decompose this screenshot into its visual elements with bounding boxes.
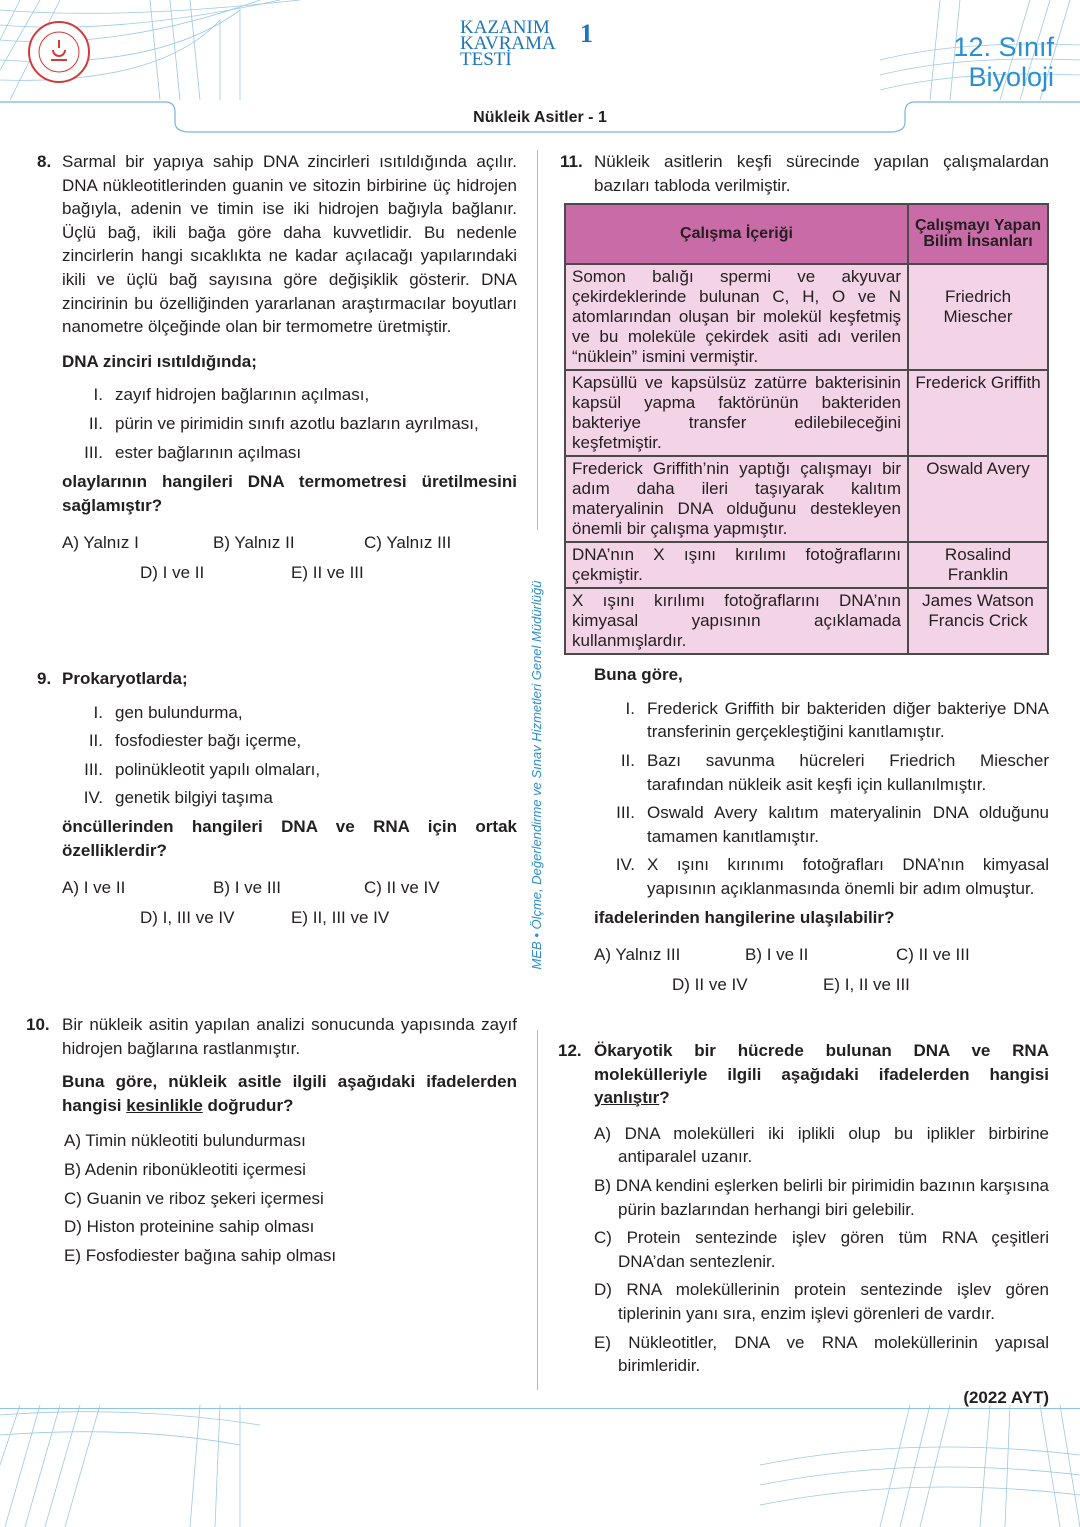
test-number: 1: [580, 19, 593, 48]
option-b[interactable]: B) I ve II: [745, 945, 809, 965]
option-d[interactable]: D) I ve II: [140, 562, 205, 582]
question-9: [37, 667, 517, 929]
logo-line-1: KAZANIM: [460, 17, 550, 38]
option-a[interactable]: A) Yalnız I: [62, 533, 139, 553]
question-source: (2022 AYT): [963, 1387, 1049, 1407]
table-cell: DNA’nın X ışını kırılımı fotoğraflarını çekmiştir.: [565, 542, 908, 588]
premise-item: III. polinükleotit yapılı olmaları,: [84, 759, 321, 779]
table-header-row: [565, 204, 1048, 264]
question-text: Sarmal bir yapıya sahip DNA zincirleri ısıtıldığında açılır. DNA nükleotitlerinden guanin ve sitozin birbirine üç hidrojen bağıyla, adenin ve timin ise iki hidrojen bağıyla bağlanır. Üçlü bağ, ikili bağa göre daha kuvvetlidir. Bu nedenle zincirlerin hangi sıcaklıkta ne kadar açılacağı yapılarındaki ikili ve üçlü bağ sayısına göre değişiklik gösterir. DNA zincirinin bu özelliğinden yararlanan araştırmacılar boyutları nanometre ölçeğinde olan bir termometre üretmiştir.: [62, 152, 517, 337]
option-d[interactable]: D) I, III ve IV: [140, 907, 235, 927]
premise-item: III. ester bağlarının açılması: [84, 442, 302, 462]
premise-item: II. Bazı savunma hücreleri Friedrich Miescher tarafından nükleik asit keşfi için kullanılmıştır.: [620, 750, 1049, 794]
table-cell: Friedrich Miescher: [908, 264, 1048, 370]
footer-decoration-right: [760, 1405, 1080, 1527]
table-cell: Somon balığı spermi ve akyuvar çekirdeklerinde bulunan C, H, O ve N atomlarından oluşan bir molekül keşfetmiş ve bu moleküle çekirdek asiti adı verilen “nüklein” ismini vermiştir.: [565, 264, 908, 370]
question-prompt: Ökaryotik bir hücrede bulunan DNA ve RNA molekülleriyle ilgili aşağıdaki ifadelerden hangisi yanlıştır?: [594, 1041, 1049, 1108]
table-cell: X ışını kırılımı fotoğraflarını DNA’nın kimyasal yapısının açıklamada kullanmışlardır.: [565, 588, 908, 654]
option-a[interactable]: A) Yalnız III: [594, 945, 681, 965]
option-d[interactable]: D) Histon proteinine sahip olması: [64, 1217, 315, 1237]
option-b[interactable]: B) DNA kendini eşlerken belirli bir pirimidin bazının karşısına pürin bazlarından herhangi biri gelebilir.: [594, 1175, 1049, 1219]
table-row: [565, 264, 1048, 370]
question-prompt: ifadelerinden hangilerine ulaşılabilir?: [594, 907, 895, 927]
question-stem: Prokaryotlarda;: [62, 669, 188, 688]
option-e[interactable]: E) II ve III: [291, 562, 364, 582]
question-text: Nükleik asitlerin keşfi sürecinde yapılan çalışmalardan bazıları tabloda verilmiştir.: [594, 152, 1049, 195]
option-d[interactable]: D) RNA moleküllerinin protein sentezinde işlev gören tiplerinin yanı sıra, enzim işlevi görenleri de vardır.: [594, 1280, 1049, 1323]
table-row: [565, 370, 1048, 456]
column-header: Çalışma İçeriği: [565, 204, 908, 264]
question-stem: DNA zinciri ısıtıldığında;: [62, 351, 257, 371]
premise-item: IV. genetik bilgiyi taşıma: [83, 788, 273, 808]
question-8: [37, 150, 517, 585]
table-cell: Oswald Avery: [908, 456, 1048, 542]
option-c[interactable]: C) Guanin ve riboz şekeri içermesi: [64, 1188, 324, 1208]
premise-item: III. Oswald Avery kalıtım materyalinin DNA olduğunu tamamen kanıtlamıştır.: [616, 803, 1049, 846]
option-e[interactable]: E) Nükleotitler, DNA ve RNA moleküllerinin yapısal birimleridir.: [594, 1332, 1049, 1376]
question-10: [26, 1013, 517, 1267]
premise-item: II. fosfodiester bağı içerme,: [88, 731, 302, 751]
premise-item: IV. X ışını kırınımı fotoğrafları DNA’nın kimyasal yapısının açıklanmasında önemli bir adım olmuştur.: [615, 855, 1049, 898]
logo-line-3: TESTİ: [460, 49, 512, 70]
column-header: Çalışmayı Yapan Bilim İnsanları: [908, 204, 1048, 264]
question-number: 12.: [558, 1041, 582, 1060]
question-number: 9.: [37, 669, 52, 688]
side-publisher-text: [520, 530, 550, 1030]
option-a[interactable]: A) Timin nükleotiti bulundurması: [64, 1131, 306, 1151]
table-cell: Frederick Griffith: [908, 370, 1048, 456]
table-cell: James Watson Francis Crick: [908, 588, 1048, 654]
table-row: [565, 542, 1048, 588]
question-text: Bir nükleik asitin yapılan analizi sonucunda yapısında zayıf hidrojen bağlarına rastlanmıştır.: [62, 1015, 517, 1058]
option-c[interactable]: C) II ve III: [896, 945, 970, 965]
subject-label: Biyoloji: [968, 62, 1054, 92]
kazanim-kavrama-testi-logo: [460, 17, 556, 70]
question-12: [558, 1039, 1049, 1409]
discovery-table: [564, 203, 1049, 655]
premise-item: I. Frederick Griffith bir bakteriden diğer bakteriye DNA transferinin gerçekleştiğini kanıtlamıştır.: [625, 698, 1049, 742]
option-c[interactable]: C) Protein sentezinde işlev gören tüm RNA çeşitleri DNA’dan sentezlenir.: [594, 1228, 1049, 1271]
table-row: [565, 588, 1048, 654]
option-c[interactable]: C) II ve IV: [364, 878, 440, 898]
option-a[interactable]: A) DNA molekülleri iki iplikli olup bu iplikler birbirine antiparalel uzanır.: [594, 1123, 1049, 1167]
option-e[interactable]: E) I, II ve III: [823, 974, 910, 994]
footer-decoration-left: [0, 1405, 260, 1527]
question-11: [560, 150, 1049, 996]
grade-subject: [953, 32, 1054, 92]
question-number: 8.: [37, 152, 52, 171]
logo-line-2: KAVRAMA: [460, 33, 556, 54]
option-a[interactable]: A) I ve II: [62, 878, 126, 898]
option-e[interactable]: E) II, III ve IV: [291, 907, 390, 927]
question-stem: Buna göre,: [594, 665, 683, 685]
topic-title: Nükleik Asitler - 1: [473, 109, 607, 126]
table-cell: Rosalind Franklin: [908, 542, 1048, 588]
option-b[interactable]: B) Adenin ribonükleotiti içermesi: [64, 1159, 306, 1179]
question-prompt: Buna göre, nükleik asitle ilgili aşağıdaki ifadelerden hangisi kesinlikle doğrudur?: [62, 1072, 517, 1115]
premise-item: I. gen bulundurma,: [93, 702, 243, 722]
table-cell: Kapsüllü ve kapsülsüz zatürre bakterisinin kapsül yapma faktörünün bakteriden bakteriye transfer edilebileceğini keşfetmiştir.: [565, 370, 908, 456]
question-prompt: öncüllerinden hangileri DNA ve RNA için ortak özelliklerdir?: [62, 816, 517, 860]
option-b[interactable]: B) I ve III: [213, 878, 282, 898]
question-number: 10.: [26, 1015, 50, 1034]
question-number: 11.: [560, 152, 583, 171]
table-cell: Frederick Griffith’nin yaptığı çalışmayı bir adım daha ileri taşıyarak kalıtım materyalinin DNA olduğunu destekleyen önemli bir çalışma yapmıştır.: [565, 456, 908, 542]
option-e[interactable]: E) Fosfodiester bağına sahip olması: [64, 1245, 337, 1265]
publisher-text: MEB • Ölçme, Değerlendirme ve Sınav Hizmetleri Genel Müdürlüğü: [529, 580, 544, 970]
ministry-seal-logo: [27, 20, 91, 84]
premise-item: I. zayıf hidrojen bağlarının açılması,: [93, 385, 370, 405]
grade-label: 12. Sınıf: [953, 32, 1054, 62]
option-c[interactable]: C) Yalnız III: [364, 533, 452, 553]
table-row: [565, 456, 1048, 542]
option-b[interactable]: B) Yalnız II: [213, 533, 295, 553]
option-d[interactable]: D) II ve IV: [672, 974, 748, 994]
premise-item: II. pürin ve pirimidin sınıfı azotlu bazların ayrılması,: [88, 413, 479, 433]
question-prompt: olaylarının hangileri DNA termometresi üretilmesini sağlamıştır?: [62, 472, 517, 515]
